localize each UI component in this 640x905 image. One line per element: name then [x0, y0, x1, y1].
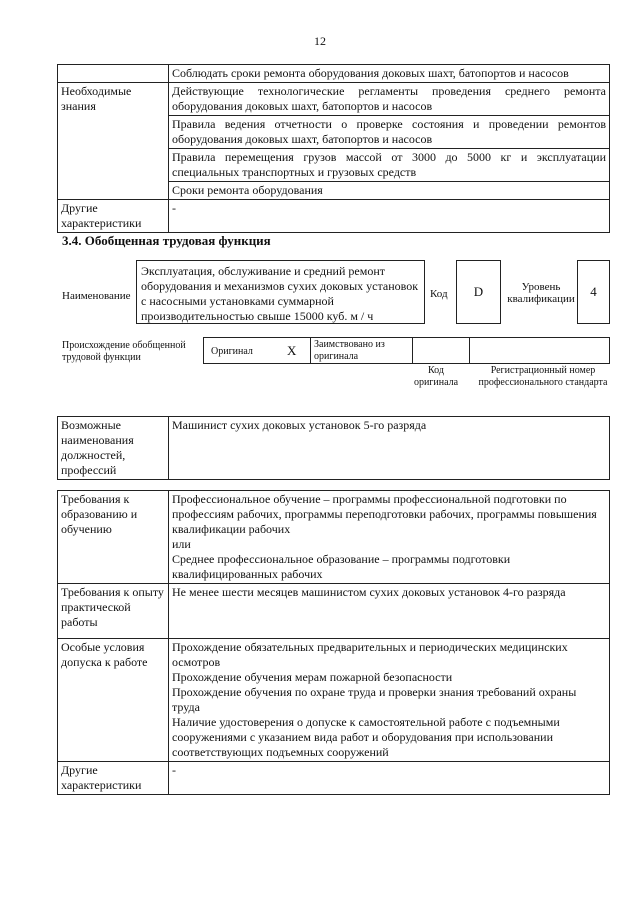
other-value: -: [169, 200, 610, 233]
education-line: или: [172, 537, 191, 551]
positions-table: [57, 416, 610, 480]
knowledge-label: Необходимые знания: [58, 83, 169, 200]
knowledge-item: Сроки ремонта оборудования: [169, 182, 610, 200]
education-label: Требования к образованию и обучению: [58, 491, 169, 584]
positions-value: Машинист сухих доковых установок 5-го разряда: [169, 417, 610, 480]
original-mark: X: [287, 343, 297, 358]
origin-label: Происхождение обобщенной трудовой функции: [62, 340, 186, 363]
admission-line: Прохождение обязательных предварительных и периодических медицинских осмотров: [172, 640, 568, 669]
experience-label: Требования к опыту практической работы: [58, 584, 169, 639]
admission-label: Особые условия допуска к работе: [58, 639, 169, 762]
requirements-table: [57, 490, 610, 795]
original-label: Оригинал: [211, 346, 253, 357]
level-label: Уровень квалификации: [507, 281, 575, 305]
function-name-box: [136, 260, 425, 324]
education-line: Профессиональное обучение – программы профессиональной подготовки по профессиям рабочих, программы переподготовки рабочих, программы повышения квалификации рабочих: [172, 492, 597, 536]
code-original-caption: Код оригинала: [413, 365, 459, 388]
level-value: 4: [590, 284, 597, 299]
positions-label: Возможные наименования должностей, профессий: [58, 417, 169, 480]
admission-value: [169, 639, 610, 762]
skill-item: Соблюдать сроки ремонта оборудования доковых шахт, батопортов и насосов: [169, 65, 610, 83]
knowledge-item: Действующие технологические регламенты проведения среднего ремонта оборудования доковых шахт, батопортов и насосов: [169, 83, 610, 116]
divider: [310, 338, 311, 363]
origin-box: [203, 337, 610, 364]
other-label: Другие характеристики: [58, 762, 169, 795]
knowledge-item: Правила перемещения грузов массой от 3000 до 5000 кг и эксплуатации специальных транспортных и грузовых средств: [169, 149, 610, 182]
code-box: [456, 260, 501, 324]
admission-line: Прохождение обучения по охране труда и проверки знания требований охраны труда: [172, 685, 577, 714]
empty-cell: [58, 65, 169, 83]
divider: [469, 338, 470, 363]
education-line: Среднее профессиональное образование – программы подготовки квалифицированных рабочих: [172, 552, 511, 581]
divider: [412, 338, 413, 363]
experience-value: Не менее шести месяцев машинистом сухих доковых установок 4-го разряда: [169, 584, 610, 639]
admission-line: Прохождение обучения мерам пожарной безопасности: [172, 670, 453, 684]
page-number: 12: [314, 34, 326, 48]
level-box: [577, 260, 610, 324]
education-value: [169, 491, 610, 584]
code-value: D: [473, 284, 484, 299]
other-label: Другие характеристики: [58, 200, 169, 233]
section-title: 3.4. Обобщенная трудовая функция: [62, 233, 271, 248]
code-label: Код: [430, 288, 448, 300]
knowledge-item: Правила ведения отчетности о проверке состояния и проведении ремонтов оборудования доковых шахт, батопортов и насосов: [169, 116, 610, 149]
borrowed-label: Заимствовано из оригинала: [314, 339, 385, 362]
name-label: Наименование: [62, 290, 131, 302]
admission-line: Наличие удостоверения о допуске к самостоятельной работе с подъемными сооружениями с указанием вида работ и оборудования при использовании соответствующих подъемных сооружений: [172, 715, 560, 759]
function-name: Эксплуатация, обслуживание и средний ремонт оборудования и механизмов сухих доковых установок с насосными установками суммарной производительностью свыше 15000 куб. м / ч: [141, 264, 419, 323]
reg-number-caption: Регистрационный номер профессионального стандарта: [478, 365, 608, 388]
other-value: -: [169, 762, 610, 795]
knowledge-table: [57, 64, 610, 233]
